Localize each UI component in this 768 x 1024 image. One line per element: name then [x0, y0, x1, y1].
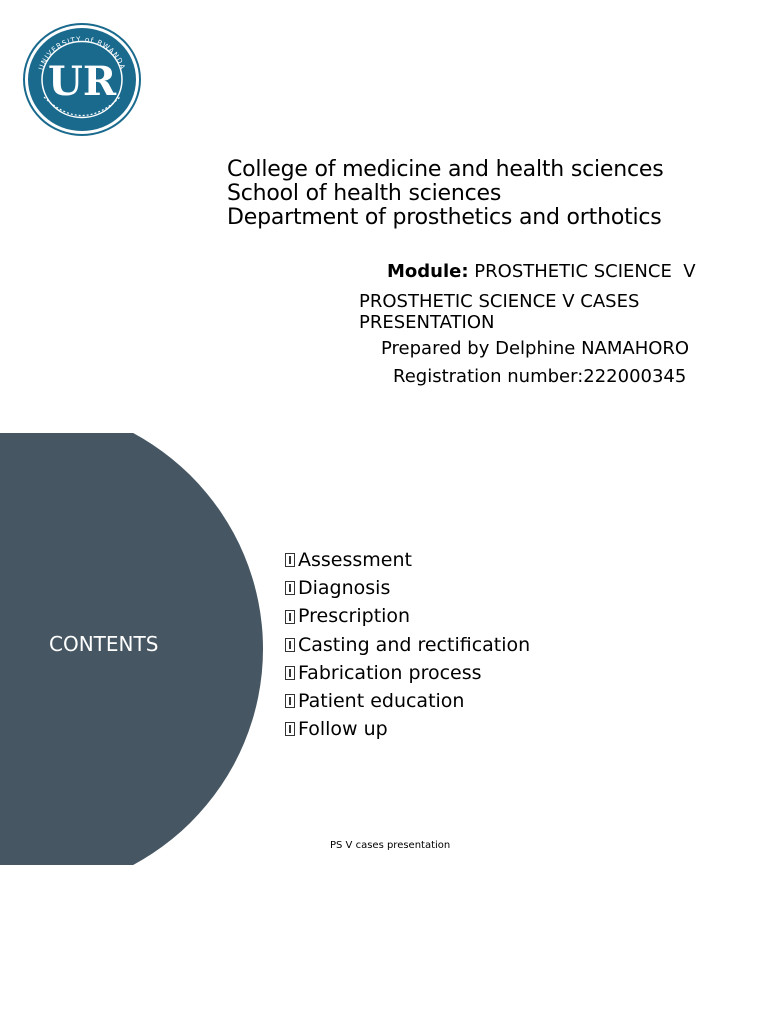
list-item-label: Prescription [298, 605, 411, 628]
presentation-title-line2: PRESENTATION [359, 312, 495, 333]
svg-text:UR: UR [47, 58, 117, 105]
module-label: Module: [387, 261, 469, 282]
institution-heading [227, 158, 663, 230]
presentation-title-line1: PROSTHETIC SCIENCE V CASES [359, 291, 640, 312]
list-item [285, 715, 530, 743]
list-item [285, 602, 530, 630]
bullet-icon [285, 553, 295, 567]
list-item [285, 687, 530, 715]
svg-text:UNIVERSITY of RWANDA: UNIVERSITY of RWANDA [37, 35, 127, 72]
contents-list [285, 546, 530, 743]
module-value: PROSTHETIC SCIENCE V [468, 261, 696, 282]
presentation-title [359, 291, 639, 333]
list-item-label: Diagnosis [298, 577, 391, 600]
list-item-label: Patient education [298, 690, 465, 713]
list-item [285, 659, 530, 687]
bullet-icon [285, 666, 295, 680]
list-item-label: Fabrication process [298, 661, 482, 684]
bullet-icon [285, 581, 295, 595]
college-name: College of medicine and health sciences [227, 157, 664, 182]
school-name: School of health sciences [227, 181, 502, 206]
prepared-by: Prepared by Delphine NAMAHORO [381, 338, 690, 359]
list-item [285, 631, 530, 659]
bullet-icon [285, 638, 295, 652]
department-name: Department of prosthetics and orthotics [227, 205, 662, 230]
contents-label: CONTENTS [49, 632, 159, 656]
bullet-icon [285, 610, 295, 624]
university-seal-icon [22, 22, 142, 137]
bullet-icon [285, 722, 295, 736]
module-line [387, 261, 696, 282]
registration-number: Registration number:222000345 [393, 366, 687, 387]
list-item-label: Follow up [298, 718, 388, 741]
bullet-icon [285, 694, 295, 708]
list-item [285, 546, 530, 574]
page-footer: PS V cases presentation [330, 840, 451, 851]
list-item-label: Casting and rectification [298, 633, 531, 656]
university-logo [22, 22, 142, 137]
list-item [285, 574, 530, 602]
list-item-label: Assessment [298, 549, 412, 571]
